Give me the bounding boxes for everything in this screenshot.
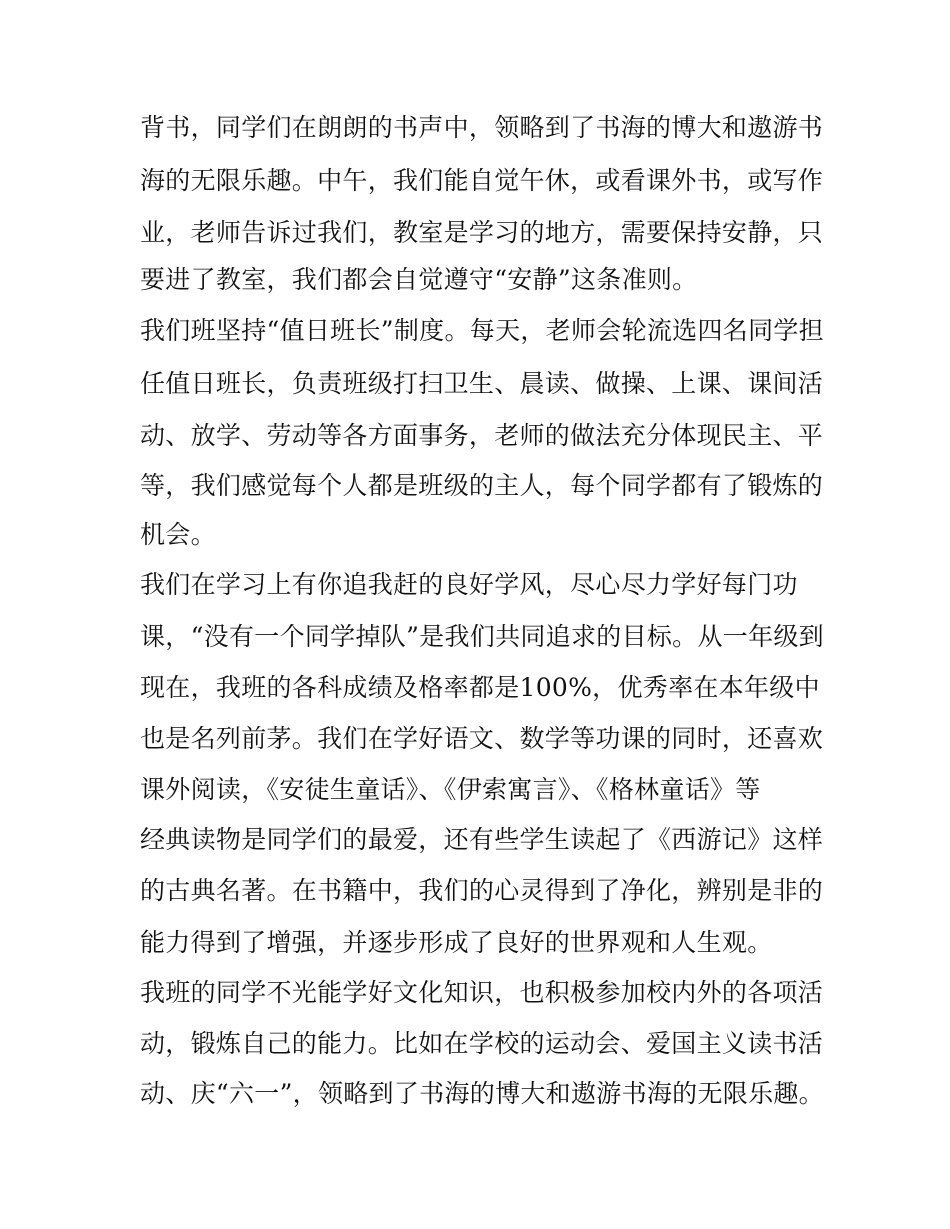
- text-line: 要进了教室，我们都会自觉遵守“安静”这条准则。: [140, 265, 698, 294]
- text-line: 任值日班长，负责班级打扫卫生、晨读、做操、上课、课间活: [140, 369, 824, 398]
- text-line: 背书，同学们在朗朗的书声中，领略到了书海的博大和遨游书: [140, 113, 824, 142]
- text-line: 动，锻炼自己的能力。比如在学校的运动会、爱国主义读书活: [140, 1029, 824, 1058]
- text-line: 的古典名著。在书籍中，我们的心灵得到了净化，辨别是非的: [140, 876, 824, 905]
- text-line: 机会。: [140, 520, 216, 549]
- text-line: 动、庆“六一”，领略到了书海的博大和遨游书海的无限乐趣。: [140, 1079, 824, 1108]
- text-line: 我们在学习上有你追我赶的良好学风，尽心尽力学好每门功: [140, 570, 798, 599]
- text-line: 海的无限乐趣。中午，我们能自觉午休，或看课外书，或写作: [140, 166, 824, 195]
- text-line: 动、放学、劳动等各方面事务，老师的做法充分体现民主、平: [140, 421, 824, 450]
- text-line: 课外阅读，《安徒生童话》、《伊索寓言》、《格林童话》等: [140, 775, 761, 804]
- text-line: 课，“没有一个同学掉队”是我们共同追求的目标。从一年级到: [140, 622, 824, 651]
- text-line: 我们班坚持“值日班长”制度。每天，老师会轮流选四名同学担: [140, 316, 824, 345]
- text-line: 能力得到了增强，并逐步形成了良好的世界观和人生观。: [140, 928, 773, 957]
- text-line: 也是名列前茅。我们在学好语文、数学等功课的同时，还喜欢: [140, 724, 824, 753]
- text-line: 业，老师告诉过我们，教室是学习的地方，需要保持安静，只: [140, 218, 824, 247]
- text-line: 我班的同学不光能学好文化知识，也积极参加校内外的各项活: [140, 978, 824, 1007]
- text-line: 现在，我班的各科成绩及格率都是100%，优秀率在本年级中: [140, 673, 820, 702]
- text-line: 等，我们感觉每个人都是班级的主人，每个同学都有了锻炼的: [140, 471, 824, 500]
- text-line: 经典读物是同学们的最爱，还有些学生读起了《西游记》这样: [140, 825, 824, 854]
